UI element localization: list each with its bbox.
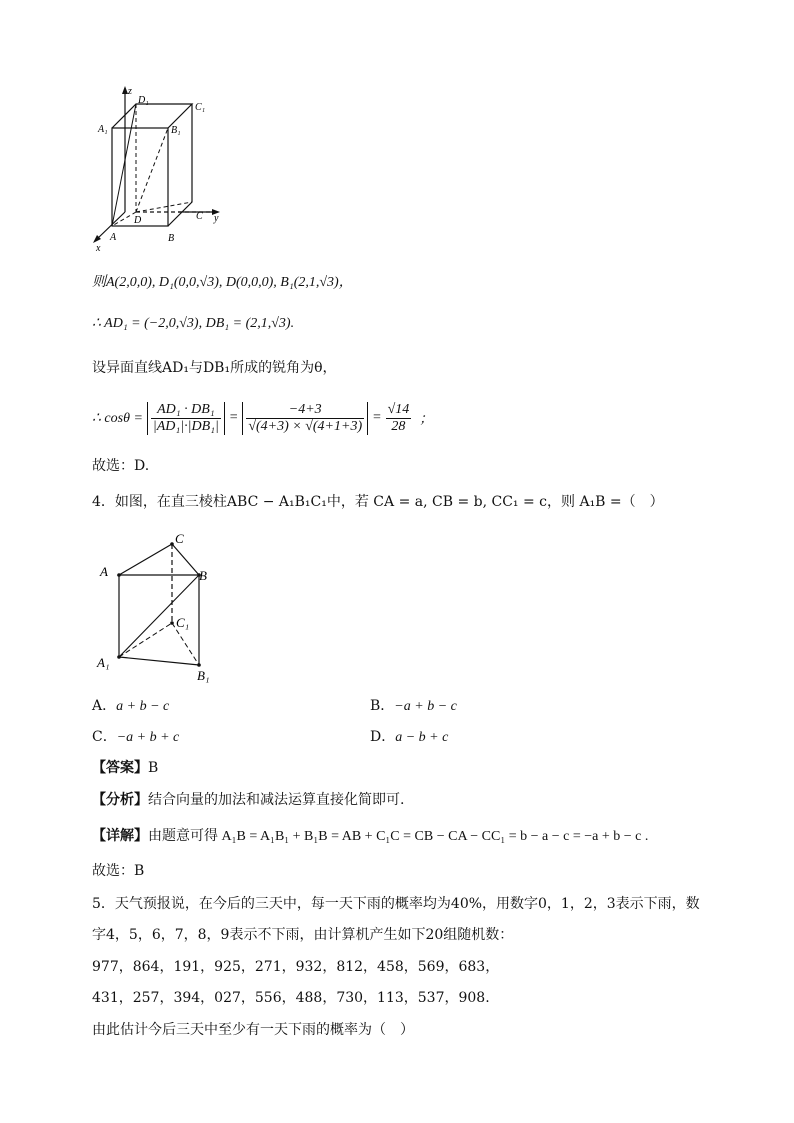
cuboid-figure <box>88 84 238 254</box>
label-z: z <box>128 86 132 97</box>
question-5-line-2: 字4，5，6，7，8，9表示不下雨，由计算机产生如下20组随机数： <box>92 927 514 943</box>
label-b1: B₁ <box>171 125 181 136</box>
option-a-text: a + b − c <box>116 699 170 714</box>
label-d1: D₁ <box>138 95 149 106</box>
abs-fraction-1 <box>147 402 225 435</box>
option-b-label: B． <box>370 698 395 714</box>
cosine-formula: ∴ cosθ = $\frac{\text{AD₁ · DB₁}}{\text{|AD₁|·|DB₁|}}$ = $\frac{-4+3}{√(4+3) \times √(4+1+3)}$ = $\frac{√14}{28}$ ； <box>92 401 434 434</box>
top-triangle <box>119 544 199 575</box>
label-prism-a: A <box>100 564 108 579</box>
option-d-text: a − b + c <box>395 730 449 745</box>
cos-lhs: ∴ cosθ = <box>92 410 143 426</box>
label-prism-b: B <box>199 568 207 583</box>
choose-4: 故选：B <box>92 863 145 879</box>
label-y: y <box>214 213 219 224</box>
label-prism-b1: B₁ <box>197 668 210 683</box>
question-4-stem: 4．如图，在直三棱柱ABC − A₁B₁C₁中，若 CA = a, CB = b, CC₁ = c，则 A₁B =（ ） <box>92 494 664 510</box>
answer-value: B <box>148 760 159 776</box>
label-c: C <box>196 211 203 222</box>
frac1-denominator: |AD₁|·|DB₁| <box>152 418 219 434</box>
segment-ad1 <box>112 104 136 226</box>
angle-definition-line: 设异面直线AD₁与DB₁所成的锐角为θ， <box>92 360 337 376</box>
label-d: D <box>134 215 142 226</box>
result-numerator: √14 <box>387 401 410 417</box>
frac1-numerator: AD₁ · DB₁ <box>151 402 221 419</box>
prism-figure <box>95 528 225 684</box>
label-prism-c: C <box>175 531 184 546</box>
label-b: B <box>168 233 175 244</box>
front-face <box>112 128 168 226</box>
coordinates-line: 则A(2,0,0), D₁(0,0,√3), D(0,0,0), B₁(2,1,√3)， <box>92 275 353 290</box>
analysis-text: 结合向量的加法和减法运算直接化简即可. <box>148 792 405 808</box>
label-prism-c1: C₁ <box>176 615 190 630</box>
result-denominator: 28 <box>391 418 406 434</box>
detail-4 <box>92 826 648 847</box>
detail-tag: 【详解】 <box>92 828 148 844</box>
option-c-label: C． <box>92 729 117 745</box>
option-d[interactable] <box>370 727 448 748</box>
frac2-numerator: −4+3 <box>246 402 364 419</box>
answer-3: 故选：D. <box>92 458 150 474</box>
option-b[interactable] <box>370 696 457 717</box>
cos-tail: ； <box>419 412 434 427</box>
answer-4 <box>92 758 158 778</box>
segment-db1 <box>136 128 168 212</box>
right-face <box>168 104 192 226</box>
label-a: A <box>110 232 117 243</box>
question-5-line-1: 5．天气预报说，在今后的三天中，每一天下雨的概率均为40%，用数字0，1，2，3表示下雨，数 <box>92 896 700 912</box>
answer-tag: 【答案】 <box>92 760 148 776</box>
option-a-label: A． <box>92 698 117 714</box>
option-c-text: −a + b + c <box>116 730 180 745</box>
abs-fraction-2 <box>242 402 368 435</box>
edge-a1c1 <box>119 623 172 657</box>
label-prism-a1: A₁ <box>97 655 110 670</box>
analysis-4 <box>92 790 404 810</box>
random-numbers-row-1: 977，864，191，925，271，932，812，458，569，683， <box>92 959 500 975</box>
label-a1: A₁ <box>98 124 108 135</box>
question-5-prompt: 由此估计今后三天中至少有一天下雨的概率为（ ） <box>92 1022 414 1038</box>
frac2-denominator: √(4+3) × √(4+1+3) <box>248 418 363 434</box>
option-d-label: D． <box>370 729 396 745</box>
label-c1: C₁ <box>195 102 206 113</box>
option-c[interactable] <box>92 727 179 748</box>
vectors-line: ∴ AD₁ = (−2,0,√3), DB₁ = (2,1,√3). <box>92 316 295 331</box>
label-x: x <box>96 243 101 254</box>
analysis-tag: 【分析】 <box>92 792 148 808</box>
option-b-text: −a + b − c <box>394 699 457 714</box>
edge-a1b1 <box>119 657 199 665</box>
random-numbers-row-2: 431，257，394，027，556，488，730，113，537，908. <box>92 990 490 1006</box>
hidden-edge-ad <box>112 212 136 226</box>
option-a[interactable] <box>92 696 169 717</box>
detail-text: 由题意可得 A₁B = A₁B₁ + B₁B = AB + C₁C = CB − CA − CC₁ = b − a − c = −a + b − c . <box>148 829 649 844</box>
